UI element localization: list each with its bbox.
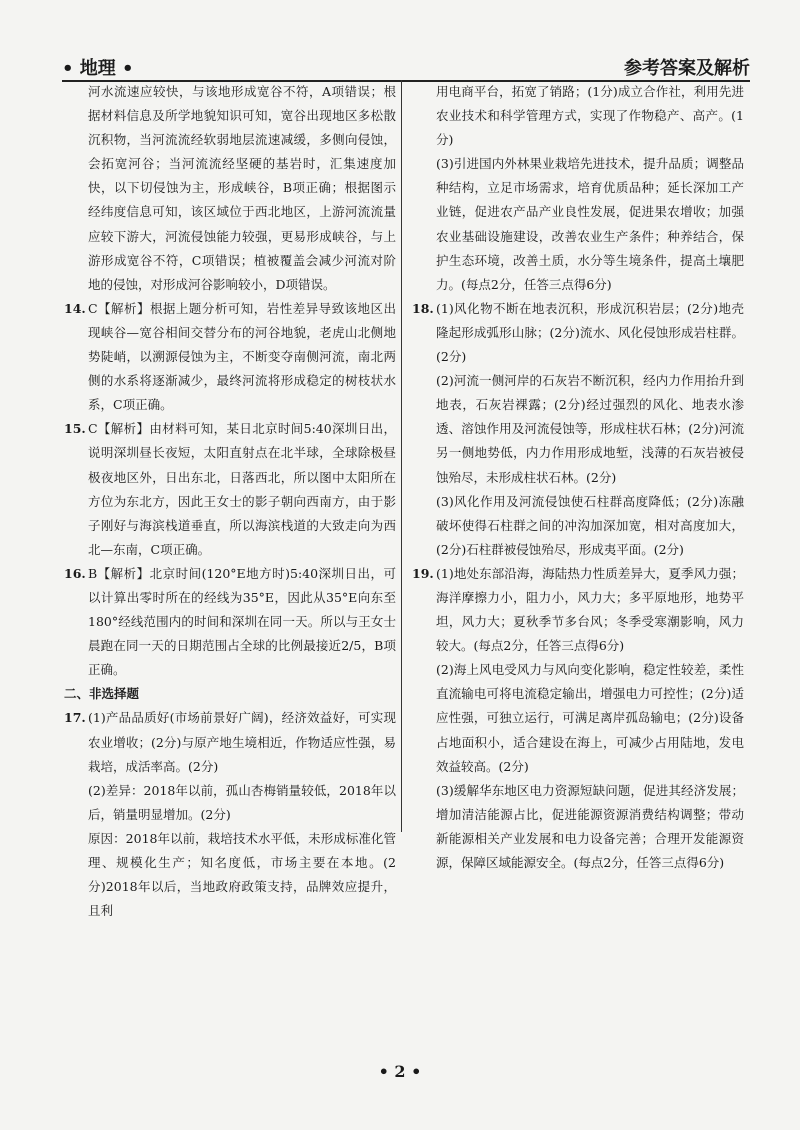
answer-text: (1)地处东部沿海，海陆热力性质差异大，夏季风力强；海洋摩擦力小，阻力小，风力大；多平原地形，地势平坦，风力大；夏秋季节多台风；冬季受寒潮影响，风力较大。(每点2分，任答三点得6分) <box>436 565 744 654</box>
answer-text: (2)差异：2018年以前，孤山杏梅销量较低，2018年以后，销量明显增加。(2分) <box>88 782 396 822</box>
subject-label: • 地理 • <box>62 58 134 79</box>
question-number: 18. <box>412 300 434 316</box>
page-number: • 2 • <box>378 1062 422 1081</box>
answer-text: (1)风化物不断在地表沉积，形成沉积岩层；(2分)地壳隆起形成弧形山脉；(2分)流水、风化侵蚀形成岩柱群。(2分) <box>436 300 744 365</box>
answer-text: (1)产品品质好(市场前景好广阔)，经济效益好，可实现农业增收；(2分)与原产地生境相近，作物适应性强，易栽培，成活率高。(2分) <box>88 710 396 774</box>
column-divider <box>401 80 402 832</box>
answer-text: C【解析】由材料可知，某日北京时间5:40深圳日出，说明深圳昼长夜短，太阳直射点在北半球，全球除极昼极夜地区外，日出东北，日落西北，所以图中太阳所在方位为东北方，因此王女士的影子朝向西南方，由于影子刚好与海滨栈道垂直，所以海滨栈道的大致走向为西北—东南，C项正确。 <box>88 421 396 557</box>
answer-14 <box>64 297 396 417</box>
question-number: 15. <box>64 421 86 437</box>
answer-text: C【解析】根据上题分析可知，岩性差异导致该地区出现峡谷—宽谷相间交替分布的河谷地貌，老虎山北侧地势陡峭，以溯源侵蚀为主，不断变夺南侧河流，南北两侧的水系将逐渐减少，最终河流将形成稳定的树枝状水系，C项正确。 <box>88 300 396 413</box>
answer-text: 河水流速应较快，与该地形成宽谷不符，A项错误；根据材料信息及所学地貌知识可知，宽谷出现地区多松散沉积物，当河流流经软弱地层流速减缓，多侧向侵蚀，会拓宽河谷；当河流流经坚硬的基岩时，汇集速度加快，以下切侵蚀为主，形成峡谷，B项正确；根据图示经纬度信息可知，该区域位于西北地区，上游河流流量应较下游大，河流侵蚀能力较强，更易形成峡谷，与上游形成宽谷不符，C项错误；植被覆盖会减少河流对阶地的侵蚀，对形成河谷影响较小，D项错误。 <box>88 84 396 292</box>
question-number: 19. <box>412 565 434 581</box>
answer-text: (3)引进国内外林果业栽培先进技术，提升品质；调整品种结构，立足市场需求，培育优质品种；延长深加工产业链，促进农产品产业良性发展，促进果农增收；加强农业基础设施建设，改善农业生产条件；种养结合，保护生态环境，改善土质，水分等生境条件，提高土壤肥力。(每点2分，任答三点得6分) <box>436 156 744 292</box>
question-number: 16. <box>64 565 86 581</box>
answer-18 <box>412 297 744 562</box>
question-number: 17. <box>64 710 86 726</box>
answer-text: (3)风化作用及河流侵蚀使石柱群高度降低；(2分)冻融破坏使得石柱群之间的冲沟加深加宽，相对高度加大，(2分)石柱群被侵蚀殆尽，形成夷平面。(2分) <box>436 493 744 557</box>
answer-text: (3)缓解华东地区电力资源短缺问题，促进其经济发展；增加清洁能源占比，促进能源资源消费结构调整；带动新能源相关产业发展和电力设备完善；合理开发能源资源，保障区域能源安全。(每点2分，任答三点得6分) <box>436 782 744 870</box>
answer-16 <box>64 562 396 682</box>
answer-17-continued <box>412 80 744 297</box>
answer-text: 用电商平台，拓宽了销路；(1分)成立合作社，利用先进农业技术和科学管理方式，实现了作物稳产、高产。(1分) <box>436 84 744 148</box>
answer-17 <box>64 706 396 923</box>
answer-text: (2)河流一侧河岸的石灰岩不断沉积，经内力作用抬升到地表，石灰岩裸露；(2分)经过强烈的风化、地表水渗透、溶蚀作用及河流侵蚀等，形成柱状石林；(2分)河流另一侧地势低，内力作用形成地堑，浅薄的石灰岩被侵蚀殆尽，未形成柱状石林。(2分) <box>436 373 744 485</box>
answer-15 <box>64 417 396 562</box>
answer-text: 原因：2018年以前，栽培技术水平低，未形成标准化管理、规模化生产；知名度低，市场主要在本地。(2分)2018年以后，当地政府政策支持，品牌效应提升，且利 <box>88 830 396 919</box>
left-column <box>64 80 396 923</box>
section-heading: 二、非选择题 <box>64 686 140 702</box>
answer-19 <box>412 562 744 875</box>
right-column <box>412 80 744 875</box>
answer-text: (2)海上风电受风力与风向变化影响，稳定性较差，柔性直流输电可将电流稳定输出，增强电力可控性；(2分)适应性强，可独立运行，可满足离岸孤岛输电；(2分)设备占地面积小，适合建设在海上，可减少占用陆地，发电效益较高。(2分) <box>436 662 744 774</box>
page-header <box>62 50 750 82</box>
answer-text: B【解析】北京时间(120°E地方时)5:40深圳日出，可以计算出零时所在的经线为35°E，因此从35°E向东至180°经线范围内的时间和深圳在同一天。所以与王女士晨跑在同一天的日期范围占全球的比例最接近2/5，B项正确。 <box>88 565 396 678</box>
section-title: 参考答案及解析 <box>624 58 750 79</box>
answer-13-continued <box>64 80 396 297</box>
question-number: 14. <box>64 300 86 316</box>
